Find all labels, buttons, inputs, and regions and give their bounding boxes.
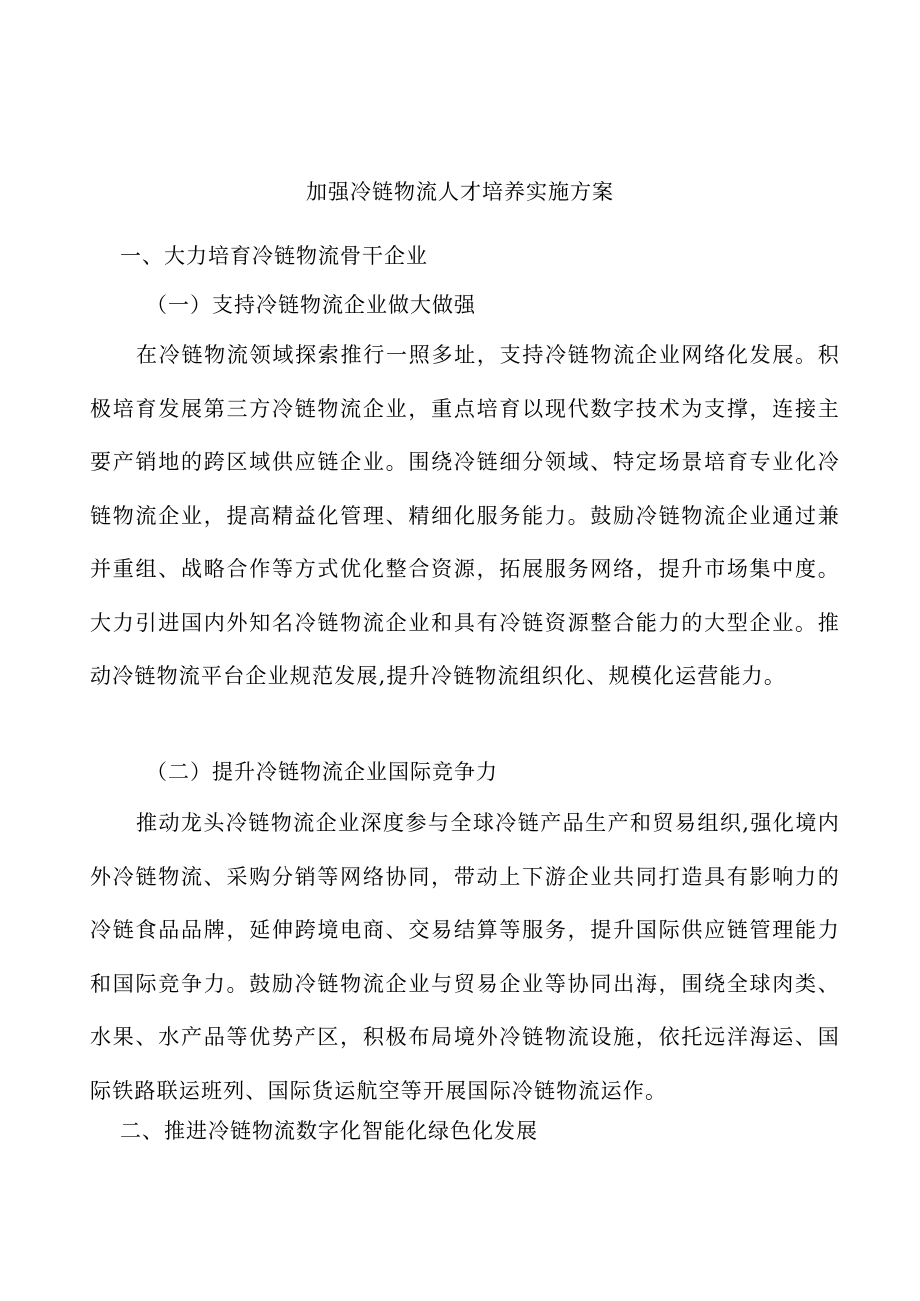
subsection-1-heading: （一）支持冷链物流企业做大做强 xyxy=(146,293,476,317)
document-title: 加强冷链物流人才培养实施方案 xyxy=(306,180,614,204)
section-1-heading: 一、大力培育冷链物流骨干企业 xyxy=(120,244,428,268)
subsection-1-paragraph: 在冷链物流领域探索推行一照多址，支持冷链物流企业网络化发展。积极培育发展第三方冷链物流企业，重点培育以现代数字技术为支撑，连接主要产销地的跨区域供应链企业。围绕冷链细分领域、特定场景培育专业化冷链物流企业，提高精益化管理、精细化服务能力。鼓励冷链物流企业通过兼并重组、战略合作等方式优化整合资源，拓展服务网络，提升市场集中度。大力引进国内外知名冷链物流企业和具有冷链资源整合能力的大型企业。推动冷链物流平台企业规范发展,提升冷链物流组织化、规模化运营能力。 xyxy=(90,343,840,688)
subsection-2-paragraph: 推动龙头冷链物流企业深度参与全球冷链产品生产和贸易组织,强化境内外冷链物流、采购分销等网络协同，带动上下游企业共同打造具有影响力的冷链食品品牌，延伸跨境电商、交易结算等服务，提升国际供应链管理能力和国际竞争力。鼓励冷链物流企业与贸易企业等协同出海，围绕全球肉类、水果、水产品等优势产区，积极布局境外冷链物流设施，依托远洋海运、国际铁路联运班列、国际货运航空等开展国际冷链物流运作。 xyxy=(90,811,840,1103)
section-2-heading: 二、推进冷链物流数字化智能化绿色化发展 xyxy=(120,1119,538,1143)
subsection-2-heading: （二）提升冷链物流企业国际竞争力 xyxy=(146,760,498,784)
